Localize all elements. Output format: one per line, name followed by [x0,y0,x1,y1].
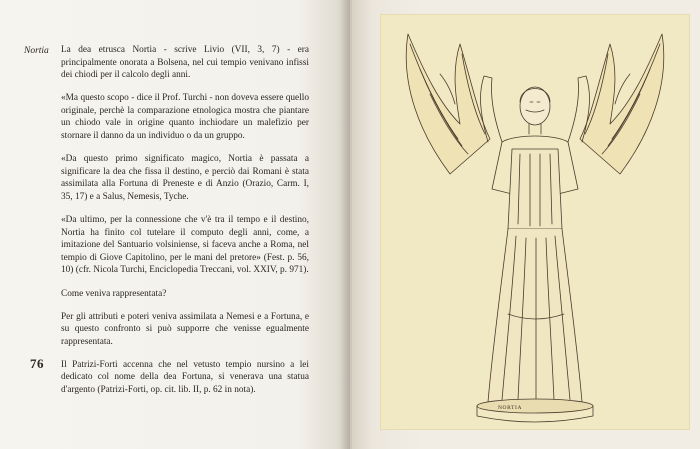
paragraph: «Da ultimo, per la connessione che v'è tra il tempo e il destino, Nortia ha finito col tutelare il computo degli anni, come, a imitazione del Santuario volsiniense, si faceva anche a Roma, nel tempio di Giove Capitolino, per le mani del pretore» (Fest. p. 56, 10) (cfr. Nicola Turchi, Enciclopedia Treccani, vol. XXIV, p. 971). [61,215,309,276]
paragraph: Come veniva rappresentata? [61,288,167,299]
winged-goddess-illustration [380,14,690,430]
margin-label: Nortia [24,46,49,56]
body-text [61,44,309,407]
plaque-label: NORTIA [497,405,523,411]
page-number: 76 [30,356,44,371]
paragraph: «Ma questo scopo - dice il Prof. Turchi - non doveva essere quello originale, perchè la comparazione etnologica mostra che piantare un chiodo vale in origine quanto inchiodare un malefizio per stornare il danno da un individuo o da un gruppo. [61,93,309,142]
paragraph: Per gli attributi e poteri veniva assimilata a Nemesi e a Fortuna, e su questo confronto si può supporre che venisse egualmente rappresentata. [61,311,309,347]
paragraph: La dea etrusca Nortia - scrive Livio (VII, 3, 7) - era principalmente onorata a Bolsena, nel cui tempio venivano infissi dei chiodi per il calcolo degli anni. [61,45,309,81]
illustration-plate [380,14,690,430]
paragraph: «Da questo primo significato magico, Nortia è passata a significare la dea che fissa il destino, e perciò dai Romani è stata assimilata alla Fortuna di Preneste e di Anzio (Orazio, Carm. I, 35, 17) e a Salus, Nemesis, Tyche. [61,154,309,202]
paragraph: Il Patrizi-Forti accenna che nel vetusto tempio nursino a lei dedicato col nome della dea Fortuna, si venerava una statua d'argento (Patrizi-Forti, op. cit. lib. II, p. 62 in nota). [61,359,309,396]
